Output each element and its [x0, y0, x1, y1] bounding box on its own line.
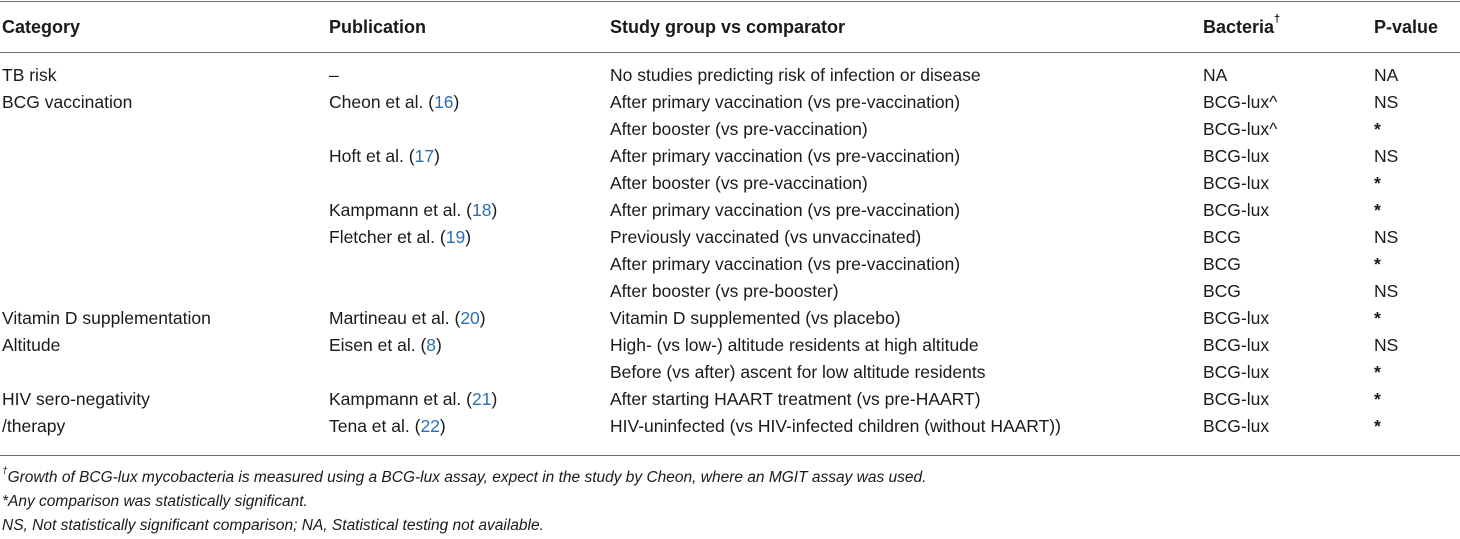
cell-comparison: No studies predicting risk of infection or disease: [610, 65, 981, 85]
cell-pvalue: *: [1374, 308, 1381, 328]
cell-comparison: After primary vaccination (vs pre-vaccination): [610, 200, 961, 220]
footnote-dagger-mark: †: [2, 466, 8, 477]
cell-comparison: After booster (vs pre-vaccination): [610, 119, 868, 139]
cell-pvalue: *: [1374, 362, 1381, 382]
header-bacteria-dagger: †: [1274, 13, 1281, 25]
footnote-star: *Any comparison was statistically significant.: [2, 493, 308, 510]
cell-pvalue: NS: [1374, 227, 1399, 247]
cell-publication: [329, 224, 471, 251]
publication-close-paren: ): [453, 92, 460, 112]
reference-link[interactable]: 8: [426, 335, 437, 355]
table-footnotes: [2, 466, 926, 538]
table-row: [0, 224, 1460, 251]
cell-publication: [329, 413, 446, 440]
table-row: [0, 170, 1460, 197]
publication-author: Kampmann et al. (: [329, 200, 472, 220]
reference-link[interactable]: 18: [471, 200, 492, 220]
header-category: Category: [2, 17, 81, 37]
cell-bacteria: NA: [1203, 65, 1228, 85]
reference-link[interactable]: 22: [420, 416, 440, 436]
cell-bacteria: BCG-lux^: [1203, 92, 1278, 112]
table-top-rule: [0, 1, 1460, 2]
table-row: [0, 197, 1460, 224]
cell-comparison: Vitamin D supplemented (vs placebo): [610, 308, 901, 328]
publication-author: Eisen et al. (: [329, 335, 427, 355]
cell-publication: [329, 143, 440, 170]
table-row: [0, 332, 1460, 359]
cell-category: TB risk: [2, 65, 57, 85]
publication-close-paren: ): [434, 146, 440, 166]
cell-bacteria: BCG: [1203, 227, 1241, 247]
cell-comparison: HIV-uninfected (vs HIV-infected children (without HAART)): [610, 416, 1061, 436]
table-bottom-rule: [0, 455, 1460, 456]
header-comparison: Study group vs comparator: [610, 17, 846, 37]
cell-bacteria: BCG-lux: [1203, 362, 1270, 382]
cell-publication: [329, 386, 497, 413]
table-row: [0, 116, 1460, 143]
table-row: [0, 305, 1460, 332]
header-bacteria: [1203, 12, 1280, 42]
publication-close-paren: ): [491, 200, 498, 220]
cell-comparison: Before (vs after) ascent for low altitude residents: [610, 362, 986, 382]
cell-comparison: After primary vaccination (vs pre-vaccination): [610, 92, 961, 112]
cell-pvalue: *: [1374, 389, 1381, 409]
publication-author: Fletcher et al. (: [329, 227, 446, 247]
table-row: [0, 278, 1460, 305]
publication-author: –: [329, 65, 339, 85]
cell-pvalue: *: [1374, 200, 1381, 220]
table-header-rule: [0, 52, 1460, 53]
cell-category: Altitude: [2, 335, 61, 355]
cell-bacteria: BCG-lux: [1203, 416, 1270, 436]
publication-author: Hoft et al. (: [329, 146, 415, 166]
cell-publication: [329, 89, 459, 116]
cell-publication: [329, 197, 497, 224]
publication-close-paren: ): [465, 227, 472, 247]
cell-pvalue: NS: [1374, 146, 1399, 166]
cell-category: /therapy: [2, 416, 66, 436]
table-row: [0, 62, 1460, 89]
publication-close-paren: ): [491, 389, 498, 409]
cell-comparison: After starting HAART treatment (vs pre-HAART): [610, 389, 981, 409]
table-row: [0, 413, 1460, 440]
table-row: [0, 89, 1460, 116]
header-pvalue: P-value: [1374, 17, 1439, 37]
cell-publication: [329, 332, 442, 359]
cell-bacteria: BCG-lux: [1203, 173, 1270, 193]
table-row: [0, 386, 1460, 413]
cell-pvalue: *: [1374, 416, 1381, 436]
cell-pvalue: NS: [1374, 335, 1399, 355]
reference-link[interactable]: 16: [434, 92, 454, 112]
reference-link[interactable]: 17: [414, 146, 435, 166]
publication-close-paren: ): [436, 335, 442, 355]
table-row: [0, 143, 1460, 170]
cell-comparison: After booster (vs pre-booster): [610, 281, 839, 301]
publication-author: Martineau et al. (: [329, 308, 461, 328]
cell-comparison: After booster (vs pre-vaccination): [610, 173, 868, 193]
cell-bacteria: BCG-lux: [1203, 200, 1270, 220]
publication-author: Cheon et al. (: [329, 92, 435, 112]
cell-category: Vitamin D supplementation: [2, 308, 211, 328]
cell-pvalue: *: [1374, 119, 1381, 139]
cell-bacteria: BCG: [1203, 254, 1241, 274]
reference-link[interactable]: 19: [445, 227, 466, 247]
footnote-dagger-text: Growth of BCG-lux mycobacteria is measured using a BCG-lux assay, expect in the study by Cheon, where an MGIT assay was used.: [7, 469, 927, 486]
footnote-abbreviations: NS, Not statistically significant comparison; NA, Statistical testing not available.: [2, 517, 544, 534]
table-header-row: [0, 12, 1460, 42]
publication-author: Tena et al. (: [329, 416, 421, 436]
cell-bacteria: BCG-lux: [1203, 308, 1270, 328]
cell-pvalue: NA: [1374, 65, 1399, 85]
cell-category: HIV sero-negativity: [2, 389, 150, 409]
cell-comparison: After primary vaccination (vs pre-vaccination): [610, 146, 961, 166]
cell-publication: [329, 62, 339, 89]
cell-comparison: Previously vaccinated (vs unvaccinated): [610, 227, 922, 247]
table-row: [0, 251, 1460, 278]
cell-pvalue: NS: [1374, 92, 1399, 112]
cell-bacteria: BCG-lux: [1203, 389, 1270, 409]
cell-pvalue: *: [1374, 173, 1381, 193]
cell-pvalue: NS: [1374, 281, 1399, 301]
cell-comparison: High- (vs low-) altitude residents at high altitude: [610, 335, 979, 355]
cell-publication: [329, 305, 486, 332]
publication-close-paren: ): [479, 308, 486, 328]
header-bacteria-label: Bacteria: [1203, 17, 1275, 37]
cell-pvalue: *: [1374, 254, 1381, 274]
cell-bacteria: BCG: [1203, 281, 1241, 301]
reference-link[interactable]: 21: [471, 389, 492, 409]
cell-bacteria: BCG-lux^: [1203, 119, 1278, 139]
footnote-dagger: [2, 466, 926, 490]
publication-author: Kampmann et al. (: [329, 389, 472, 409]
cell-comparison: After primary vaccination (vs pre-vaccination): [610, 254, 961, 274]
reference-link[interactable]: 20: [460, 308, 480, 328]
cell-bacteria: BCG-lux: [1203, 146, 1270, 166]
table-row: [0, 359, 1460, 386]
publication-close-paren: ): [439, 416, 446, 436]
header-publication: Publication: [329, 17, 427, 37]
cell-category: BCG vaccination: [2, 92, 133, 112]
cell-bacteria: BCG-lux: [1203, 335, 1270, 355]
